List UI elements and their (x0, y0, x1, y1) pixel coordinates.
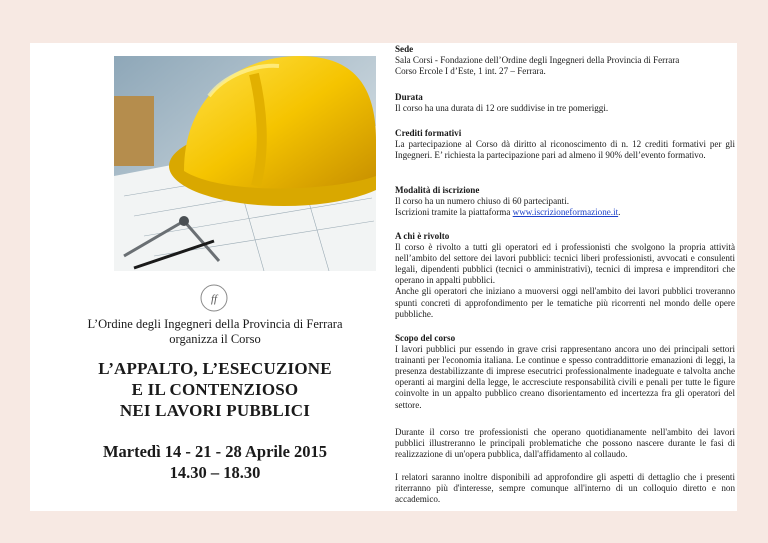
dates-line: Martedì 14 - 21 - 28 Aprile 2015 (102, 442, 328, 461)
organizer-text (70, 317, 360, 347)
info-panel (395, 43, 737, 511)
iscrizioni-suffix: . (618, 207, 621, 218)
registration-link[interactable]: www.iscrizioneformazione.it (512, 207, 619, 218)
organizer-line: L’Ordine degli Ingegneri della Provincia di Ferrara (87, 317, 343, 331)
section-text: La partecipazione al Corso dà diritto al riconoscimento di n. 12 crediti formativi per gli Ingegneri. E’ richiesta la partecipazione pari ad almeno il 90% dell’evento formativo. (395, 139, 735, 161)
section-paragraph: Il corso è rivolto a tutti gli operatori ed i professionisti che svolgono la propria attività nell’ambito del settore dei lavori pubblici: tecnici liberi professionisti, avvocati e consulenti legali, dipendenti pubblici (tecnici o amministrativi), tecnici di impresa e imprenditori che operano in appalti pubblici. (395, 242, 735, 286)
cover-panel (30, 43, 391, 511)
section-line: Corso Ercole I d’Este, 1 int. 27 – Ferrara. (395, 66, 546, 77)
section-rivolto (395, 231, 735, 320)
section-paragraph: Durante il corso tre professionisti che operano quotidianamente nell'ambito dei lavori pubblici illustreranno le principali problematiche che possono nascere durante le fasi di realizzazione di un'opera pubblica, dall'affidamento al collaudo. (395, 427, 735, 460)
section-modalita (395, 185, 735, 218)
course-title (60, 358, 370, 421)
title-line: L’APPALTO, L’ESECUZIONE (98, 359, 332, 378)
section-line (395, 207, 735, 218)
section-durata (395, 92, 735, 114)
section-paragraph: I lavori pubblici pur essendo in grave crisi rappresentano ancora uno dei principali settori trainanti per l'economia italiana. Le continue e spesso contraddittorie emanazioni di leggi, la presenza destabilizzante di imprese esecutrici professionalmente inadeguate e talvolta anche operanti ai margini della legge, le accresciute responsabilità civili e penali per tutte le figure coinvolte in un appalto pubblico creano disorientamento ed incertezza fra gli operatori del settore. (395, 344, 735, 410)
section-paragraph: I relatori saranno inoltre disponibili ad approfondire gli aspetti di dettaglio che i presenti riterranno più d'interesse, sempre comunque all'interno di un colloquio diretto e non accademico. (395, 472, 735, 505)
title-line: E IL CONTENZIOSO (131, 380, 299, 399)
title-line: NEI LAVORI PUBBLICI (119, 401, 311, 420)
hours-line: 14.30 – 18.30 (169, 463, 261, 482)
section-text: Il corso ha una durata di 12 ore suddivise in tre pomeriggi. (395, 103, 609, 114)
course-dates (75, 441, 355, 483)
iscrizioni-prefix: Iscrizioni tramite la piattaforma (395, 207, 513, 218)
brochure-page (30, 43, 737, 511)
section-line: Sala Corsi - Fondazione dell’Ordine degli Ingegneri della Provincia di Ferrara (395, 55, 680, 66)
section-paragraph: Anche gli operatori che iniziano a muoversi oggi nell'ambito dei lavori pubblici troveranno spunti concreti di approfondimento per le tematiche più ricorrenti nel mondo delle opere pubbliche. (395, 286, 735, 319)
hardhat-photo (114, 56, 376, 271)
organizer-line: organizza il Corso (169, 332, 261, 346)
section-heading: Durata (395, 92, 423, 102)
section-heading: Modalità di iscrizione (395, 185, 480, 195)
section-heading: Sede (395, 44, 414, 54)
ordine-logo-icon (199, 283, 229, 313)
section-sede (395, 44, 735, 77)
section-crediti (395, 128, 735, 161)
svg-text:ff: ff (210, 293, 218, 305)
section-heading: A chi è rivolto (395, 231, 450, 241)
section-scopo-continued (395, 427, 735, 460)
section-heading: Scopo del corso (395, 333, 456, 343)
section-heading: Crediti formativi (395, 128, 462, 138)
section-line: Il corso ha un numero chiuso di 60 partecipanti. (395, 196, 569, 207)
section-relatori (395, 472, 735, 505)
section-scopo (395, 333, 735, 411)
